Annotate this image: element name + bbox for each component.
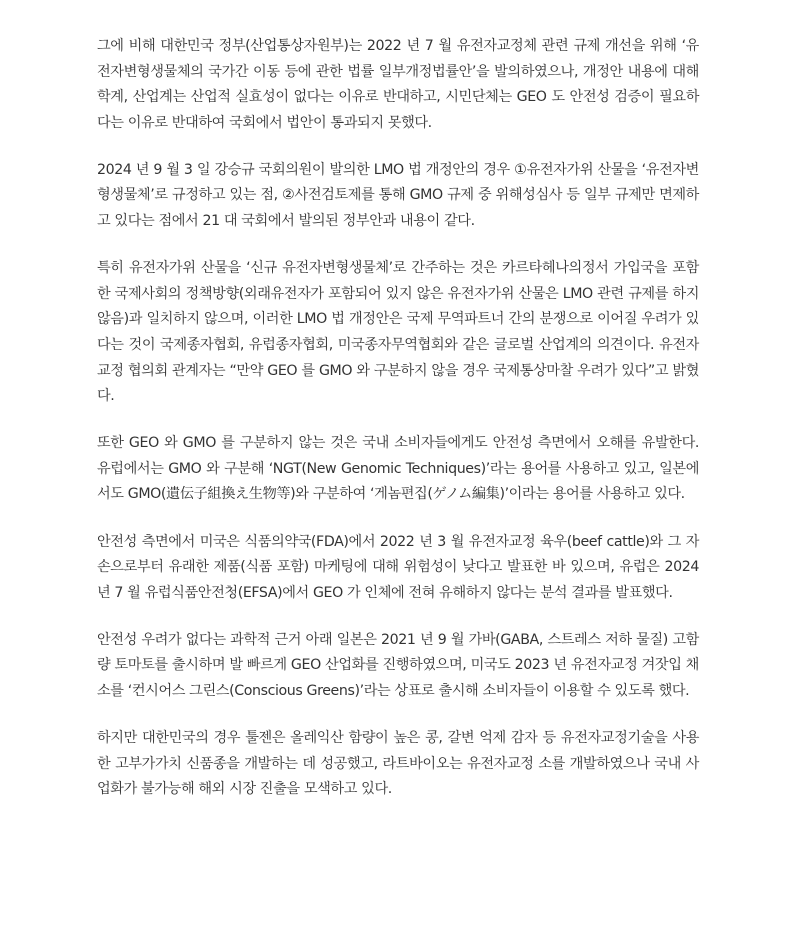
- paragraph-safety: 안전성 측면에서 미국은 식품의약국(FDA)에서 2022 년 3 월 유전자교정 육우(beef cattle)와 그 자손으로부터 유래한 제품(식품 포함) 마케팅에 대해 위험성이 낮다고 발표한 바 있으며, 유럽은 2024 년 7 월 유럽식품안전청(EFSA)에서 GEO 가 인체에 전혀 유해하지 않다는 분석 결과를 발표했다.: [97, 533, 699, 601]
- paragraph-terminology: 또한 GEO 와 GMO 를 구분하지 않는 것은 국내 소비자들에게도 안전성 측면에서 오해를 유발한다. 유럽에서는 GMO 와 구분해 ‘NGT(New Genomic Techniques)’라는 용어를 사용하고 있고, 일본에서도 GMO(遺伝子組換え生物等)와 구분하여 ‘게놈편집(ゲノム編集)’이라는 용어를 사용하고 있다.: [97, 435, 699, 503]
- paragraph-international-policy: 특히 유전자가위 산물을 ‘신규 유전자변형생물체’로 간주하는 것은 카르타헤나의정서 가입국을 포함한 국제사회의 정책방향(외래유전자가 포함되어 있지 않은 유전자가위 산물은 LMO 관련 규제를 하지 않음)과 일치하지 않으며, 이러한 LMO 법 개정안은 국제 무역파트너 간의 분쟁으로 이어질 우려가 있다는 것이 국제종자협회, 유럽종자협회, 미국종자무역협회와 같은 글로벌 산업계의 의견이다. 유전자교정 협의회 관계자는 “만약 GEO 를 GMO 와 구분하지 않을 경우 국제통상마찰 우려가 있다”고 밝혔다.: [97, 260, 699, 405]
- paragraph-korea-case: 하지만 대한민국의 경우 툴젠은 올레익산 함량이 높은 콩, 갈변 억제 감자 등 유전자교정기술을 사용한 고부가가치 신품종을 개발하는 데 성공했고, 라트바이오는 유전자교정 소를 개발하였으나 국내 사업화가 불가능해 해외 시장 진출을 모색하고 있다.: [97, 730, 699, 798]
- paragraph-government-bill: 그에 비해 대한민국 정부(산업통상자원부)는 2022 년 7 월 유전자교정체 관련 규제 개선을 위해 ‘유전자변형생물체의 국가간 이동 등에 관한 법률 일부개정법률안’을 발의하였으나, 개정안 내용에 대해 학계, 산업계는 산업적 실효성이 없다는 이유로 반대하고, 시민단체는 GEO 도 안전성 검증이 필요하다는 이유로 반대하여 국회에서 법안이 통과되지 못했다.: [97, 38, 699, 131]
- paragraph-commercialization: 안전성 우려가 없다는 과학적 근거 아래 일본은 2021 년 9 월 가바(GABA, 스트레스 저하 물질) 고함량 토마토를 출시하며 발 빠르게 GEO 산업화를 진행하였으며, 미국도 2023 년 유전자교정 겨잣입 채소를 ‘컨시어스 그린스(Conscious Greens)’라는 상표로 출시해 소비자들이 이용할 수 있도록 했다.: [97, 631, 699, 699]
- document-body: [97, 34, 699, 824]
- paragraph-lmo-amendment: 2024 년 9 월 3 일 강승규 국회의원이 발의한 LMO 법 개정안의 경우 ①유전자가위 산물을 ‘유전자변형생물체’로 규정하고 있는 점, ②사전검토제를 통해 GMO 규제 중 위해성심사 등 일부 규제만 면제하고 있다는 점에서 21 대 국회에서 발의된 정부안과 내용이 같다.: [97, 161, 699, 230]
